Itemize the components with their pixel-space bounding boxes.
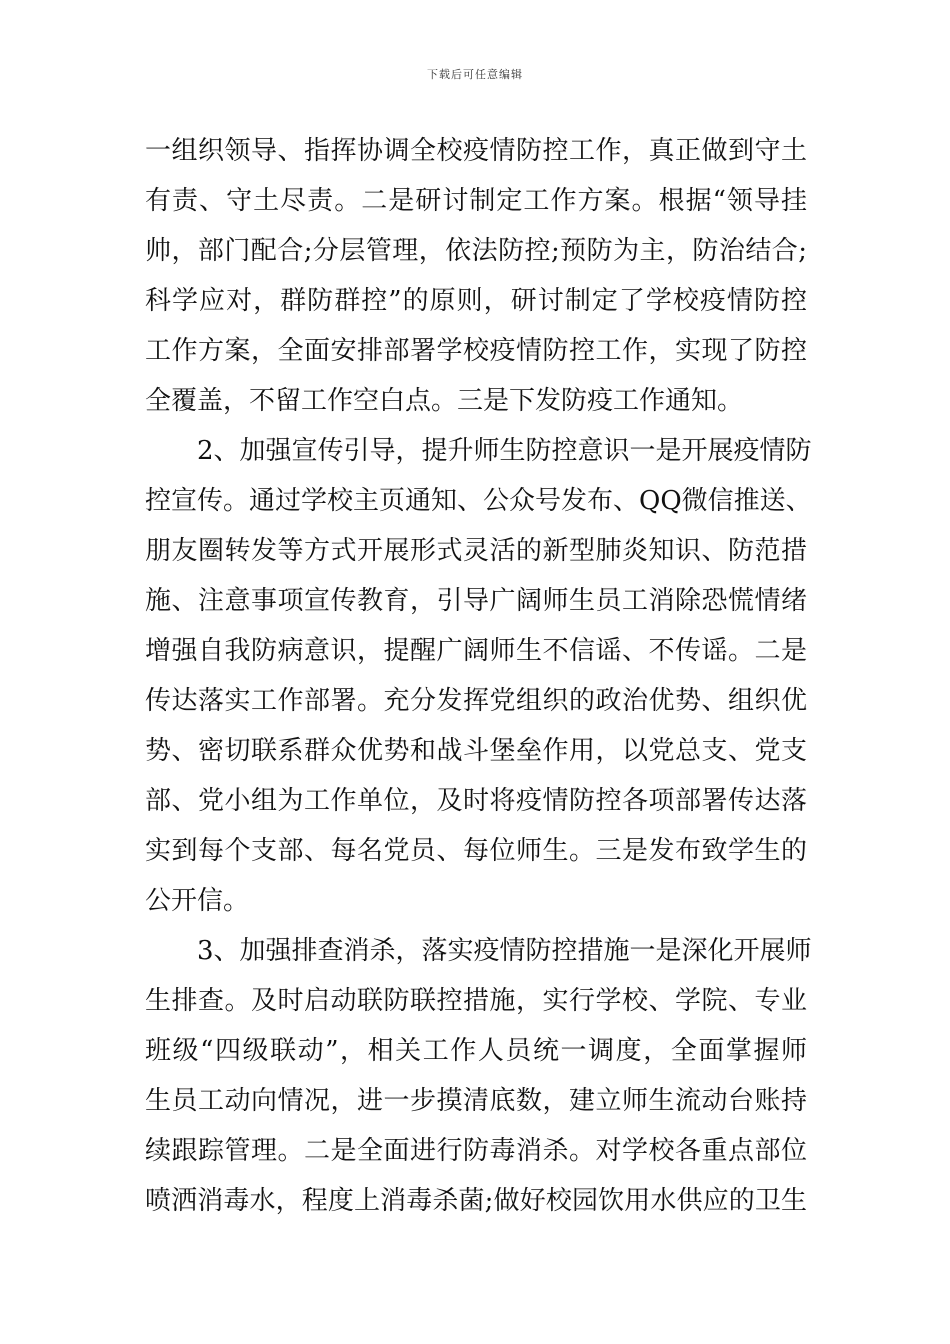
text-line: 一组织领导、指挥协调全校疫情防控工作，真正做到守土 (145, 136, 807, 166)
text-line: 传达落实工作部署。充分发挥党组织的政治优势、组织优 (145, 686, 807, 716)
text-line: 工作方案，全面安排部署学校疫情防控工作，实现了防控 (145, 336, 807, 366)
text-line: 帅，部门配合;分层管理，依法防控;预防为主，防治结合; (145, 236, 807, 266)
text-line: 实到每个支部、每名党员、每位师生。三是发布致学生的 (145, 836, 807, 866)
paragraph-start-line: 2、加强宣传引导，提升师生防控意识一是开展疫情防 (197, 436, 812, 466)
text-line: 续跟踪管理。二是全面进行防毒消杀。对学校各重点部位 (145, 1136, 807, 1166)
text-line: 增强自我防病意识，提醒广阔师生不信谣、不传谣。二是 (145, 636, 807, 666)
text-line: 朋友圈转发等方式开展形式灵活的新型肺炎知识、防范措 (145, 536, 807, 566)
text-line: 施、注意事项宣传教育，引导广阔师生员工消除恐慌情绪 (145, 586, 807, 616)
text-line: 生员工动向情况，进一步摸清底数，建立师生流动台账持 (145, 1086, 807, 1116)
text-line: 班级“四级联动”，相关工作人员统一调度，全面掌握师 (145, 1036, 807, 1066)
text-line: 生排查。及时启动联防联控措施，实行学校、学院、专业 (145, 986, 807, 1016)
page-header: 下载后可任意编辑 (427, 68, 523, 81)
text-line: 势、密切联系群众优势和战斗堡垒作用，以党总支、党支 (145, 736, 807, 766)
text-line: 科学应对，群防群控”的原则，研讨制定了学校疫情防控 (145, 286, 807, 316)
text-line: 公开信。 (145, 886, 250, 916)
text-line: 有责、守土尽责。二是研讨制定工作方案。根据“领导挂 (145, 186, 807, 216)
paragraph-start-line: 3、加强排查消杀，落实疫情防控措施一是深化开展师 (197, 936, 812, 966)
text-line: 喷洒消毒水，程度上消毒杀菌;做好校园饮用水供应的卫生 (145, 1186, 807, 1216)
text-line: 全覆盖，不留工作空白点。三是下发防疫工作通知。 (145, 386, 744, 416)
text-line: 部、党小组为工作单位，及时将疫情防控各项部署传达落 (145, 786, 807, 816)
text-line: 控宣传。通过学校主页通知、公众号发布、QQ微信推送、 (145, 486, 812, 516)
